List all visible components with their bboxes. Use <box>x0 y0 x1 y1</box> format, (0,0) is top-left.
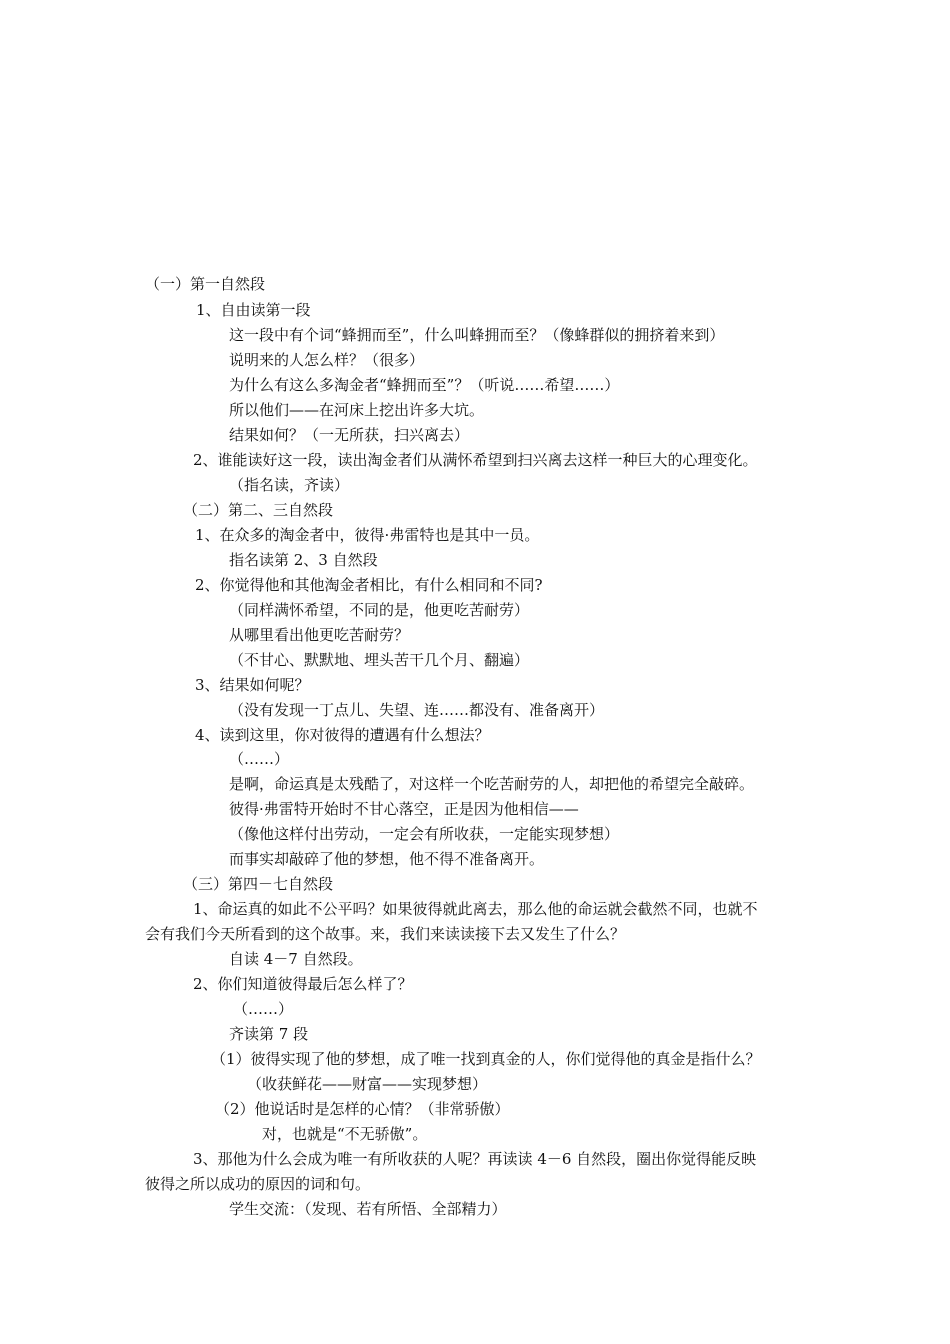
text-line: 彼得·弗雷特开始时不甘心落空，正是因为他相信—— <box>229 800 579 818</box>
text-line: 为什么有这么多淘金者“蜂拥而至”？（听说……希望……） <box>229 376 620 394</box>
text-line: （……） <box>229 750 290 768</box>
text-line: （不甘心、默默地、埋头苦干几个月、翻遍） <box>229 651 530 669</box>
section-heading-3: （三）第四－七自然段 <box>183 875 334 893</box>
text-line: 这一段中有个词“蜂拥而至”，什么叫蜂拥而至？（像蜂群似的拥挤着来到） <box>229 326 725 344</box>
text-line: （……） <box>233 1000 294 1018</box>
text-line: （像他这样付出劳动，一定会有所收获，一定能实现梦想） <box>229 825 620 843</box>
text-line: 学生交流：（发现、若有所悟、全部精力） <box>229 1200 507 1218</box>
item-1-2: 2、谁能读好这一段，读出淘金者们从满怀希望到扫兴离去这样一种巨大的心理变化。 <box>193 451 758 469</box>
text-line: 结果如何？（一无所获，扫兴离去） <box>229 426 470 444</box>
text-line: 是啊，命运真是太残酷了，对这样一个吃苦耐劳的人，却把他的希望完全敲碎。 <box>229 775 755 793</box>
section-heading-2: （二）第二、三自然段 <box>183 501 334 519</box>
text-line: 会有我们今天所看到的这个故事。来，我们来读读接下去又发生了什么？ <box>145 925 626 943</box>
text-line: （收获鲜花——财富——实现梦想） <box>247 1075 488 1093</box>
text-line: 从哪里看出他更吃苦耐劳？ <box>229 626 410 644</box>
text-line: 说明来的人怎么样？（很多） <box>229 351 425 369</box>
text-line: 所以他们——在河床上挖出许多大坑。 <box>229 401 485 419</box>
sub-item-1: （1）彼得实现了他的梦想，成了唯一找到真金的人，你们觉得他的真金是指什么？ <box>211 1050 761 1068</box>
item-2-3: 3、结果如何呢？ <box>195 676 310 694</box>
text-line: 彼得之所以成功的原因的词和句。 <box>145 1175 371 1193</box>
sub-item-2: （2）他说话时是怎样的心情？（非常骄傲） <box>215 1100 510 1118</box>
text-line: 而事实却敲碎了他的梦想，他不得不准备离开。 <box>229 850 545 868</box>
item-3-3: 3、那他为什么会成为唯一有所收获的人呢？再读读 4－6 自然段，圈出你觉得能反映 <box>193 1150 757 1168</box>
item-3-1: 1、命运真的如此不公平吗？如果彼得就此离去，那么他的命运就会截然不同，也就不 <box>193 900 758 918</box>
text-line: 齐读第 7 段 <box>229 1025 309 1043</box>
section-heading-1: （一）第一自然段 <box>145 275 266 293</box>
item-2-1: 1、在众多的淘金者中，彼得·弗雷特也是其中一员。 <box>195 526 540 544</box>
item-3-2: 2、你们知道彼得最后怎么样了？ <box>193 975 413 993</box>
item-1-1: 1、自由读第一段 <box>196 301 311 319</box>
item-2-2: 2、你觉得他和其他淘金者相比，有什么相同和不同? <box>195 576 543 594</box>
item-2-4: 4、读到这里，你对彼得的遭遇有什么想法？ <box>195 726 490 744</box>
text-line: 指名读第 2、3 自然段 <box>229 551 378 569</box>
text-line: （同样满怀希望，不同的是，他更吃苦耐劳） <box>229 601 530 619</box>
text-line: 对，也就是“不无骄傲”。 <box>262 1125 428 1143</box>
text-line: 自读 4－7 自然段。 <box>229 950 363 968</box>
text-line: （没有发现一丁点儿、失望、连……都没有、准备离开） <box>229 701 605 719</box>
text-line: （指名读，齐读） <box>229 476 350 494</box>
